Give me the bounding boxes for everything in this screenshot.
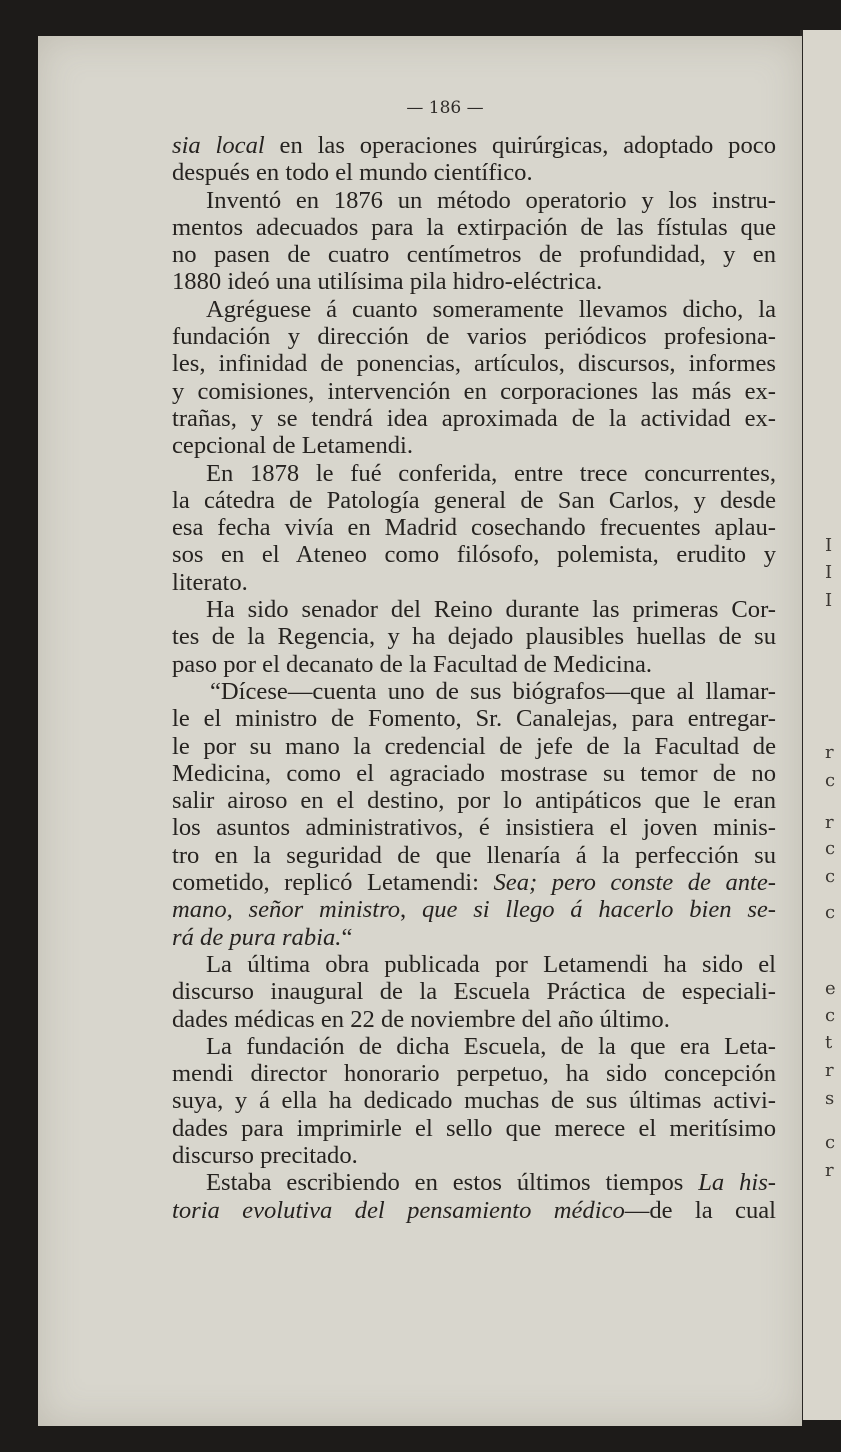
text-run: Agréguese á cuanto someramente llevamos dicho, la bbox=[206, 295, 776, 323]
text-line bbox=[172, 978, 776, 1005]
text-run: , bbox=[400, 896, 422, 924]
text-run: La fundación de dicha Escuela, de la que era Leta- bbox=[206, 1032, 776, 1060]
text-run: dades para imprimirle el sello que merece el meritísimo bbox=[172, 1114, 776, 1142]
italic-text: que si llego á hacerlo bien se- bbox=[421, 896, 776, 924]
adjacent-letter: c bbox=[825, 1132, 836, 1153]
text-run: —de la cual bbox=[624, 1196, 776, 1224]
text-line bbox=[172, 296, 776, 323]
text-line bbox=[172, 678, 776, 705]
text-line bbox=[172, 623, 776, 650]
italic-text: mano, señor ministro bbox=[172, 896, 401, 924]
text-run: “ bbox=[341, 923, 353, 951]
adjacent-letter: r bbox=[825, 812, 834, 833]
text-line bbox=[172, 487, 776, 514]
text-run: sos en el Ateneo como filósofo, polemista, erudito y bbox=[172, 541, 776, 569]
text-run: cepcional de Letamendi. bbox=[172, 432, 414, 460]
italic-text: Sea; pero conste de ante- bbox=[493, 869, 776, 897]
text-line bbox=[172, 733, 776, 760]
text-line bbox=[172, 705, 776, 732]
text-run: mendi director honorario perpetuo, ha sido concepción bbox=[172, 1060, 776, 1088]
text-line bbox=[172, 951, 776, 978]
text-line bbox=[172, 1087, 776, 1114]
text-run: En 1878 le fué conferida, entre trece concurrentes, bbox=[206, 459, 776, 487]
text-line bbox=[172, 842, 776, 869]
italic-text: rá de pura rabia. bbox=[172, 923, 342, 951]
text-run: le por su mano la credencial de jefe de la Facultad de bbox=[172, 732, 776, 760]
adjacent-letter: e bbox=[825, 978, 836, 999]
text-line bbox=[172, 350, 776, 377]
text-run: salir airoso en el destino, por lo antipáticos que le eran bbox=[172, 787, 776, 815]
text-line bbox=[172, 760, 776, 787]
text-line bbox=[172, 460, 776, 487]
text-line bbox=[172, 405, 776, 432]
text-line bbox=[172, 132, 776, 159]
text-run: tro en la seguridad de que llenaría á la perfección su bbox=[172, 841, 776, 869]
text-run: literato. bbox=[172, 568, 248, 596]
adjacent-letter: r bbox=[825, 1160, 834, 1181]
text-line bbox=[172, 159, 776, 186]
text-line bbox=[172, 651, 776, 678]
text-line bbox=[172, 187, 776, 214]
body-text bbox=[172, 132, 776, 1224]
text-line bbox=[172, 1006, 776, 1033]
text-run: les, infinidad de ponencias, artículos, discursos, informes bbox=[172, 350, 776, 378]
text-run: “Dícese—cuenta uno de sus biógrafos—que al llamar- bbox=[210, 677, 776, 705]
adjacent-letter: c bbox=[825, 770, 836, 791]
adjacent-letter: I bbox=[825, 590, 833, 611]
text-line bbox=[172, 323, 776, 350]
text-run: le el ministro de Fomento, Sr. Canalejas, para entregar- bbox=[172, 705, 776, 733]
text-run: tes de la Regencia, y ha dejado plausibles huellas de su bbox=[172, 623, 776, 651]
text-line bbox=[172, 514, 776, 541]
adjacent-letter: I bbox=[825, 562, 833, 583]
book-page bbox=[38, 36, 802, 1426]
adjacent-letter: I bbox=[825, 535, 833, 556]
text-run: la cátedra de Patología general de San Carlos, y desde bbox=[172, 486, 776, 514]
adjacent-letter: c bbox=[825, 866, 836, 887]
text-line bbox=[172, 241, 776, 268]
text-run: mentos adecuados para la extirpación de las fístulas que bbox=[172, 213, 776, 241]
text-run: discurso precitado. bbox=[172, 1141, 358, 1169]
text-run: 1880 ideó una utilísima pila hidro-eléctrica. bbox=[172, 268, 603, 296]
text-line bbox=[172, 541, 776, 568]
text-run: Estaba escribiendo en estos últimos tiempos bbox=[206, 1169, 699, 1197]
page-number: — 186 — bbox=[406, 98, 484, 118]
adjacent-letter: r bbox=[825, 1060, 834, 1081]
text-line bbox=[172, 1033, 776, 1060]
text-run: trañas, y se tendrá idea aproximada de la actividad ex- bbox=[172, 404, 776, 432]
text-line bbox=[172, 1060, 776, 1087]
text-line bbox=[172, 814, 776, 841]
text-line bbox=[172, 1197, 776, 1224]
adjacent-letter: c bbox=[825, 1005, 836, 1026]
adjacent-page-edge bbox=[800, 30, 841, 1420]
text-run: fundación y dirección de varios periódicos profesiona- bbox=[172, 323, 776, 351]
text-line bbox=[172, 569, 776, 596]
text-line bbox=[172, 596, 776, 623]
text-run: dades médicas en 22 de noviembre del año último. bbox=[172, 1005, 670, 1033]
text-run: en las operaciones quirúrgicas, adoptado poco bbox=[264, 132, 776, 159]
italic-text: sia local bbox=[172, 132, 265, 159]
italic-text: La his- bbox=[698, 1169, 776, 1197]
text-line bbox=[172, 869, 776, 896]
text-run: discurso inaugural de la Escuela Práctica de especiali- bbox=[172, 978, 776, 1006]
text-run: esa fecha vivía en Madrid cosechando frecuentes aplau- bbox=[172, 514, 776, 542]
text-run: cometido, replicó Letamendi: bbox=[172, 869, 494, 897]
adjacent-letter: c bbox=[825, 902, 836, 923]
text-line bbox=[172, 924, 776, 951]
text-run: no pasen de cuatro centímetros de profundidad, y en bbox=[172, 241, 776, 269]
adjacent-letter: r bbox=[825, 742, 834, 763]
text-line bbox=[172, 214, 776, 241]
text-run: Medicina, como el agraciado mostrase su temor de no bbox=[172, 759, 776, 787]
text-line bbox=[172, 787, 776, 814]
text-line bbox=[172, 268, 776, 295]
text-run: y comisiones, intervención en corporaciones las más ex- bbox=[172, 377, 776, 405]
italic-text: toria evolutiva del pensamiento médico bbox=[172, 1196, 625, 1224]
text-line bbox=[172, 896, 776, 923]
text-line bbox=[172, 378, 776, 405]
text-line bbox=[172, 432, 776, 459]
text-run: Inventó en 1876 un método operatorio y los instru- bbox=[206, 186, 776, 214]
text-line bbox=[172, 1169, 776, 1196]
adjacent-letter: t bbox=[825, 1032, 833, 1053]
adjacent-letter: s bbox=[825, 1088, 835, 1109]
text-run: Ha sido senador del Reino durante las primeras Cor- bbox=[206, 596, 776, 624]
text-run: La última obra publicada por Letamendi ha sido el bbox=[206, 950, 776, 978]
text-run: los asuntos administrativos, é insistiera el joven minis- bbox=[172, 814, 776, 842]
text-run: paso por el decanato de la Facultad de Medicina. bbox=[172, 650, 653, 678]
text-line bbox=[172, 1115, 776, 1142]
text-run: después en todo el mundo científico. bbox=[172, 159, 533, 187]
text-line bbox=[172, 1142, 776, 1169]
text-run: suya, y á ella ha dedicado muchas de sus últimas activi- bbox=[172, 1087, 776, 1115]
adjacent-letter: c bbox=[825, 838, 836, 859]
